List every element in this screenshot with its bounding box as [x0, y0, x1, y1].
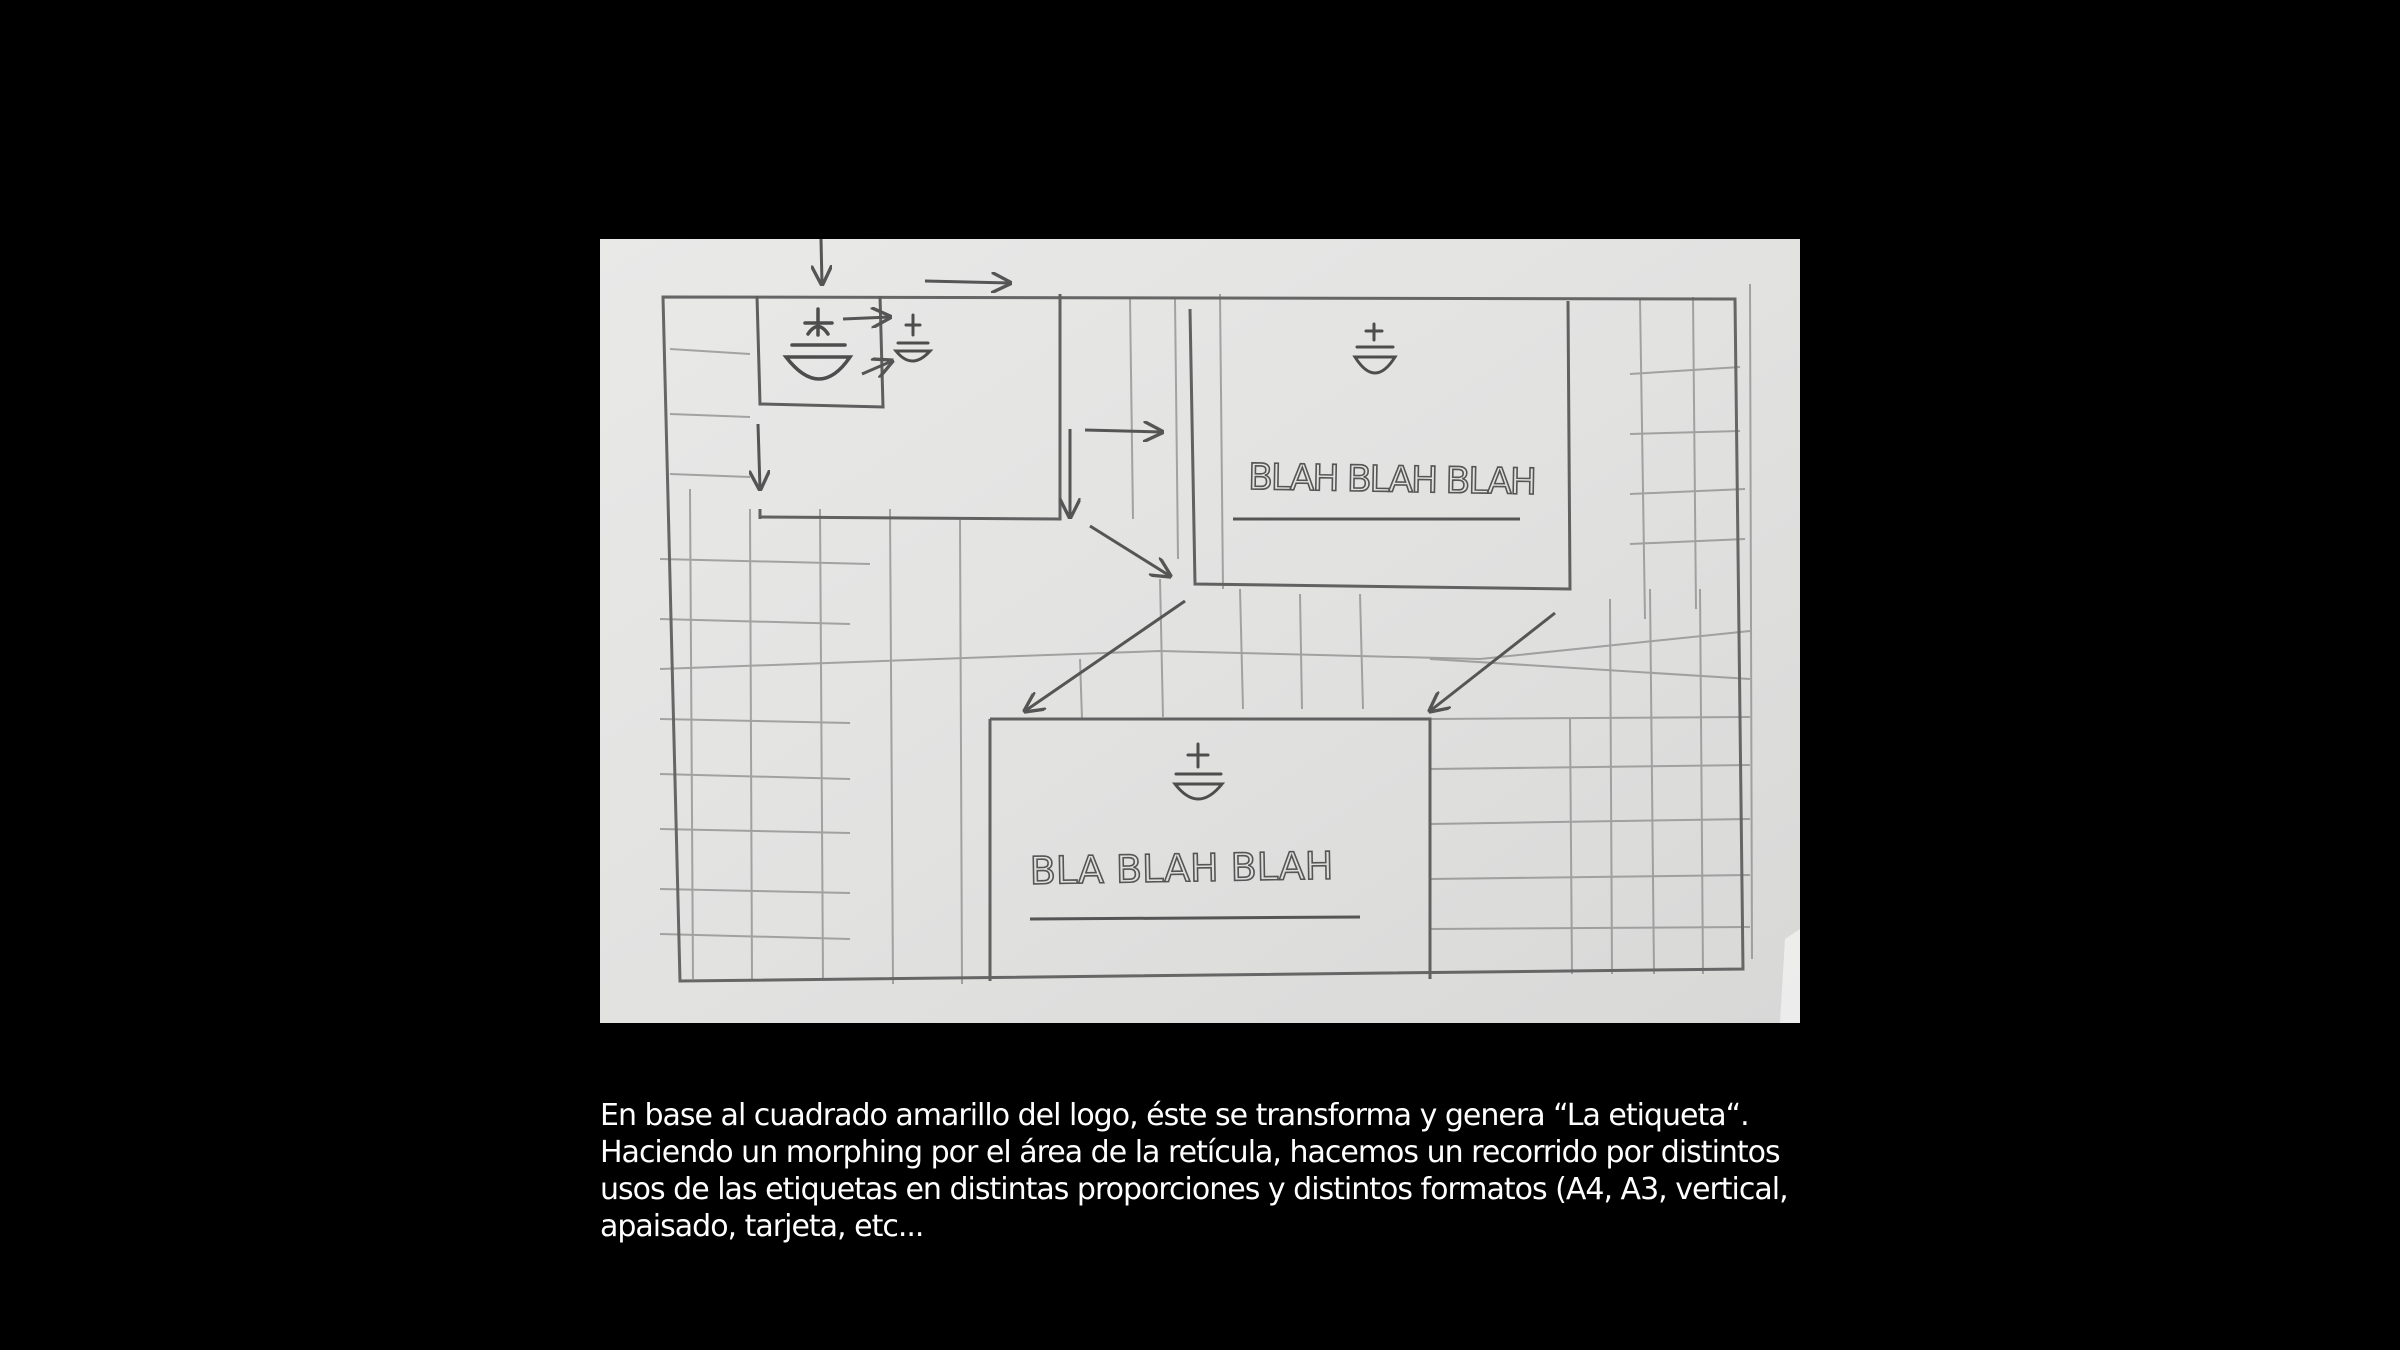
sketch-label-bottom-underline	[1030, 917, 1360, 919]
paper-sheet	[600, 239, 1800, 1023]
caption-line: Haciendo un morphing por el área de la retícula, hacemos un recorrido por distintos	[600, 1135, 1780, 1170]
sketch-label-top: BLAH BLAH BLAH	[1247, 457, 1536, 504]
caption-line: apaisado, tarjeta, etc...	[600, 1209, 924, 1244]
caption	[600, 1097, 1850, 1245]
caption-line: En base al cuadrado amarillo del logo, éste se transforma y genera “La etiqueta“.	[600, 1098, 1749, 1133]
sketch-label-bottom: BLA BLAH BLAH	[1029, 843, 1334, 893]
caption-line: usos de las etiquetas en distintas proporciones y distintos formatos (A4, A3, vertical,	[600, 1172, 1788, 1207]
sketch-photo	[600, 239, 1800, 1023]
